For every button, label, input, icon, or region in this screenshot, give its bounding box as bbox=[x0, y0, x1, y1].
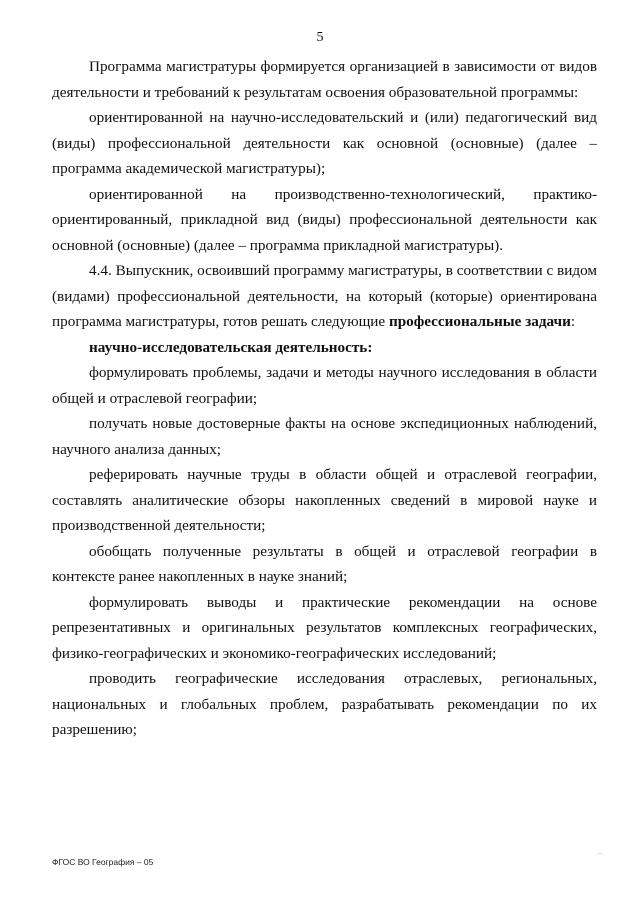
paragraph-4-4-text: 4.4. Выпускник, освоивший программу магистратуры, в соответствии с видом (видами) профессиональной деятельности, на который (которые) ориентирована программа магистратуры, готов решать следующие bbox=[52, 262, 597, 330]
task-item: формулировать выводы и практические рекомендации на основе репрезентативных и оригинальных результатов комплексных географических, физико-географических и экономико-географических исследований; bbox=[52, 593, 597, 662]
task-item: формулировать проблемы, задачи и методы научного исследования в области общей и отраслевой географии; bbox=[52, 364, 597, 407]
paragraph-academic-program: ориентированной на научно-исследовательский и (или) педагогический вид (виды) профессиональной деятельности как основной (основные) (далее – программа академической магистратуры); bbox=[52, 109, 597, 177]
task-item: проводить географические исследования отраслевых, региональных, национальных и глобальных проблем, разрабатывать рекомендации по их разрешению; bbox=[52, 670, 597, 738]
professional-tasks-term: профессиональные задачи bbox=[388, 313, 571, 330]
task-item: реферировать научные труды в области общей и отраслевой географии, составлять аналитические обзоры накопленных сведений в мировой науке и производственной деятельности; bbox=[52, 466, 597, 534]
paragraph-applied-program: ориентированной на производственно-технологический, практико-ориентированный, прикладной вид (виды) профессиональной деятельности как основной (основные) (далее – программа прикладной магистратуры). bbox=[52, 185, 597, 254]
section-heading-research: научно-исследовательская деятельность: bbox=[89, 338, 373, 356]
page-number: 5 bbox=[316, 30, 324, 45]
paragraph-4-4 bbox=[52, 258, 597, 335]
paragraph-intro: Программа магистратуры формируется организацией в зависимости от видов деятельности и требований к результатам освоения образовательной программы: bbox=[52, 58, 597, 101]
task-item: обобщать полученные результаты в общей и отраслевой географии в контексте ранее накопленных в науке знаний; bbox=[52, 542, 597, 585]
paragraph-4-4-colon: : bbox=[570, 313, 576, 330]
task-item: получать новые достоверные факты на основе экспедиционных наблюдений, научного анализа данных; bbox=[52, 415, 597, 458]
footer-document-code: ФГОС ВО География – 05 bbox=[52, 857, 154, 867]
scan-mark: – bbox=[598, 848, 602, 857]
main-text bbox=[52, 54, 597, 743]
